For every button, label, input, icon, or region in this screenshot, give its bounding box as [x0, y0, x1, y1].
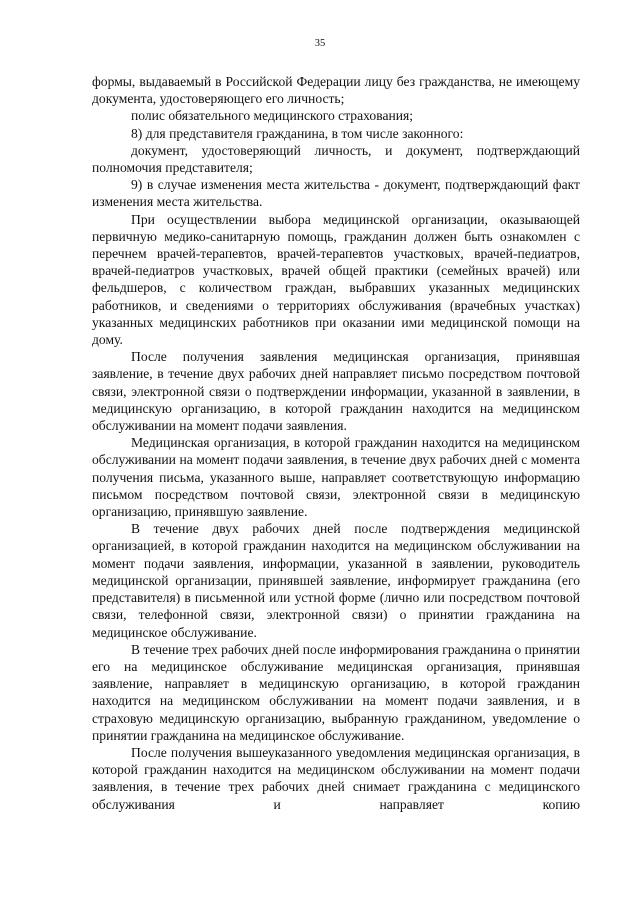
document-body — [92, 73, 580, 813]
paragraph: Медицинская организация, в которой гражданин находится на медицинском обслуживании на момент подачи заявления, в течение двух рабочих дней с момента получения письма, указанного выше, направляет соответствующую информацию письмом посредством почтовой связи, электронной связи в медицинскую организацию, принявшую заявление. — [92, 435, 580, 520]
paragraph: При осуществлении выбора медицинской организации, оказывающей первичную медико-санитарную помощь, гражданин должен быть ознакомлен с перечнем врачей-терапевтов, врачей-терапевтов участковых, врачей-педиатров, врачей-педиатров участковых, врачей общей практики (семейных врачей) или фельдшеров, с количеством граждан, выбравших указанных медицинских работников, и сведениями о территориях обслуживания (врачебных участках) указанных медицинских работников при оказании ими медицинской помощи на дому. — [92, 211, 580, 348]
paragraph: В течение трех рабочих дней после информирования гражданина о принятии его на медицинское обслуживание медицинская организация, принявшая заявление, направляет в медицинскую организацию, в которой гражданин находится на медицинском обслуживании на момент подачи заявления, и в страховую медицинскую организацию, выбранную гражданином, уведомление о принятии гражданина на медицинское обслуживание. — [92, 641, 580, 743]
paragraph: 9) в случае изменения места жительства - документ, подтверждающий факт изменения места жительства. — [92, 177, 580, 210]
paragraph: 8) для представителя гражданина, в том числе законного: — [131, 125, 464, 141]
paragraph: После получения вышеуказанного уведомления медицинская организация, в которой гражданин находится на медицинском обслуживании на момент подачи заявления, в течение трех рабочих дней снимает гражданина с медицинского обслуживания и направляет копию — [92, 744, 580, 812]
paragraph: После получения заявления медицинская организация, принявшая заявление, в течение двух рабочих дней направляет письмо посредством почтовой связи, электронной связи о подтверждении информации, указанной в заявлении, в медицинскую организацию, в которой гражданин находится на медицинском обслуживании на момент подачи заявления. — [92, 349, 580, 434]
paragraph: формы, выдаваемый в Российской Федерации лицу без гражданства, не имеющему документа, удостоверяющего его личность; — [92, 74, 580, 107]
paragraph: документ, удостоверяющий личность, и документ, подтверждающий полномочия представителя; — [92, 142, 580, 176]
page-number: 35 — [314, 38, 326, 49]
paragraph: полис обязательного медицинского страхования; — [131, 108, 414, 124]
paragraph: В течение двух рабочих дней после подтверждения медицинской организацией, в которой гражданин находится на медицинском обслуживании на момент подачи заявления, информации, указанной в заявлении, руководитель медицинской организации, принявшей заявление, информирует гражданина (его представителя) в письменной или устной форме (лично или посредством почтовой связи, телефонной связи, электронной связи) о принятии гражданина на медицинское обслуживание. — [92, 521, 580, 640]
